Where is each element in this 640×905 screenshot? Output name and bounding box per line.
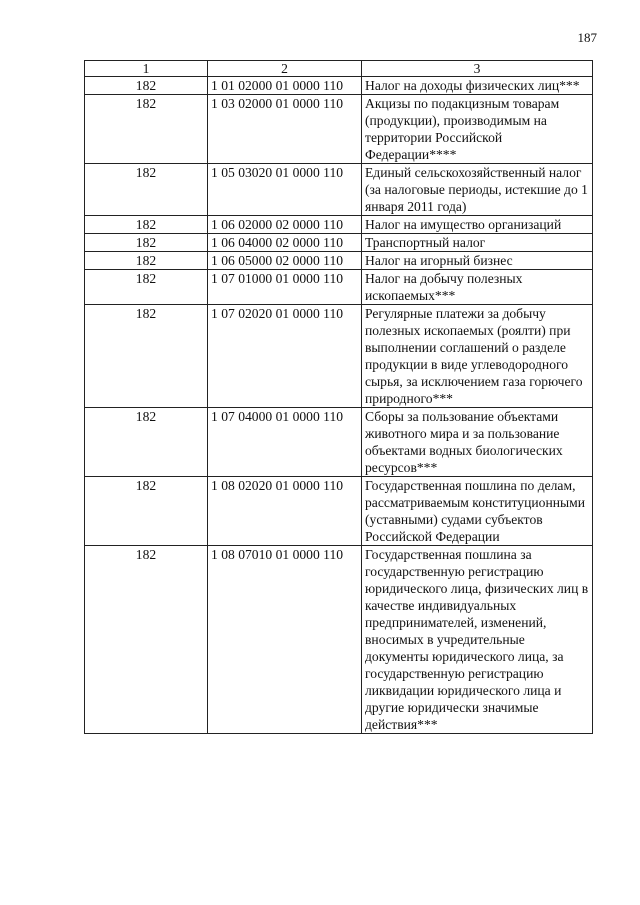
revenue-name-cell: Государственная пошлина за государственную регистрацию юридического лица, физических лиц в качестве индивидуальных предпринимателей, изменений, вносимых в учредительные документы юридического лица, за государственную регистрацию ликвидации юридического лица и другие юридически значимые действия***: [362, 546, 593, 734]
table-row: [85, 270, 593, 305]
column-header-3: 3: [362, 61, 593, 77]
page-number: 187: [577, 30, 597, 45]
admin-code-cell: 182: [85, 270, 208, 305]
revenue-name-cell: Регулярные платежи за добычу полезных ископаемых (роялти) при выполнении соглашений о разделе продукции в виде углеводородного сырья, за исключением газа горючего природного***: [362, 305, 593, 408]
table-row: [85, 77, 593, 95]
table-row: [85, 95, 593, 164]
admin-code-cell: 182: [85, 164, 208, 216]
table-row: [85, 305, 593, 408]
table-header-row: [85, 61, 593, 77]
admin-code-cell: 182: [85, 234, 208, 252]
kbk-code-cell: 1 03 02000 01 0000 110: [208, 95, 362, 164]
kbk-code-cell: 1 08 07010 01 0000 110: [208, 546, 362, 734]
revenue-name-cell: Налог на доходы физических лиц***: [362, 77, 593, 95]
table-row: [85, 477, 593, 546]
revenue-name-cell: Налог на имущество организаций: [362, 216, 593, 234]
table-row: [85, 234, 593, 252]
kbk-code-cell: 1 06 02000 02 0000 110: [208, 216, 362, 234]
revenue-name-cell: Транспортный налог: [362, 234, 593, 252]
revenue-name-cell: Акцизы по подакцизным товарам (продукции), производимым на территории Российской Федерации****: [362, 95, 593, 164]
admin-code-cell: 182: [85, 477, 208, 546]
admin-code-cell: 182: [85, 216, 208, 234]
table-row: [85, 252, 593, 270]
revenue-name-cell: Налог на игорный бизнес: [362, 252, 593, 270]
admin-code-cell: 182: [85, 252, 208, 270]
kbk-code-cell: 1 08 02020 01 0000 110: [208, 477, 362, 546]
admin-code-cell: 182: [85, 546, 208, 734]
kbk-code-cell: 1 05 03020 01 0000 110: [208, 164, 362, 216]
revenue-name-cell: Налог на добычу полезных ископаемых***: [362, 270, 593, 305]
kbk-code-cell: 1 07 04000 01 0000 110: [208, 408, 362, 477]
column-header-1: 1: [85, 61, 208, 77]
admin-code-cell: 182: [85, 408, 208, 477]
revenue-name-cell: Сборы за пользование объектами животного мира и за пользование объектами водных биологических ресурсов***: [362, 408, 593, 477]
table-row: [85, 408, 593, 477]
revenue-codes-table: [84, 60, 593, 734]
admin-code-cell: 182: [85, 305, 208, 408]
admin-code-cell: 182: [85, 77, 208, 95]
revenue-name-cell: Государственная пошлина по делам, рассматриваемым конституционными (уставными) судами субъектов Российской Федерации: [362, 477, 593, 546]
admin-code-cell: 182: [85, 95, 208, 164]
table-row: [85, 546, 593, 734]
column-header-2: 2: [208, 61, 362, 77]
kbk-code-cell: 1 06 04000 02 0000 110: [208, 234, 362, 252]
kbk-code-cell: 1 01 02000 01 0000 110: [208, 77, 362, 95]
kbk-code-cell: 1 07 02020 01 0000 110: [208, 305, 362, 408]
kbk-code-cell: 1 06 05000 02 0000 110: [208, 252, 362, 270]
table-row: [85, 164, 593, 216]
revenue-name-cell: Единый сельскохозяйственный налог (за налоговые периоды, истекшие до 1 января 2011 года): [362, 164, 593, 216]
kbk-code-cell: 1 07 01000 01 0000 110: [208, 270, 362, 305]
table-row: [85, 216, 593, 234]
